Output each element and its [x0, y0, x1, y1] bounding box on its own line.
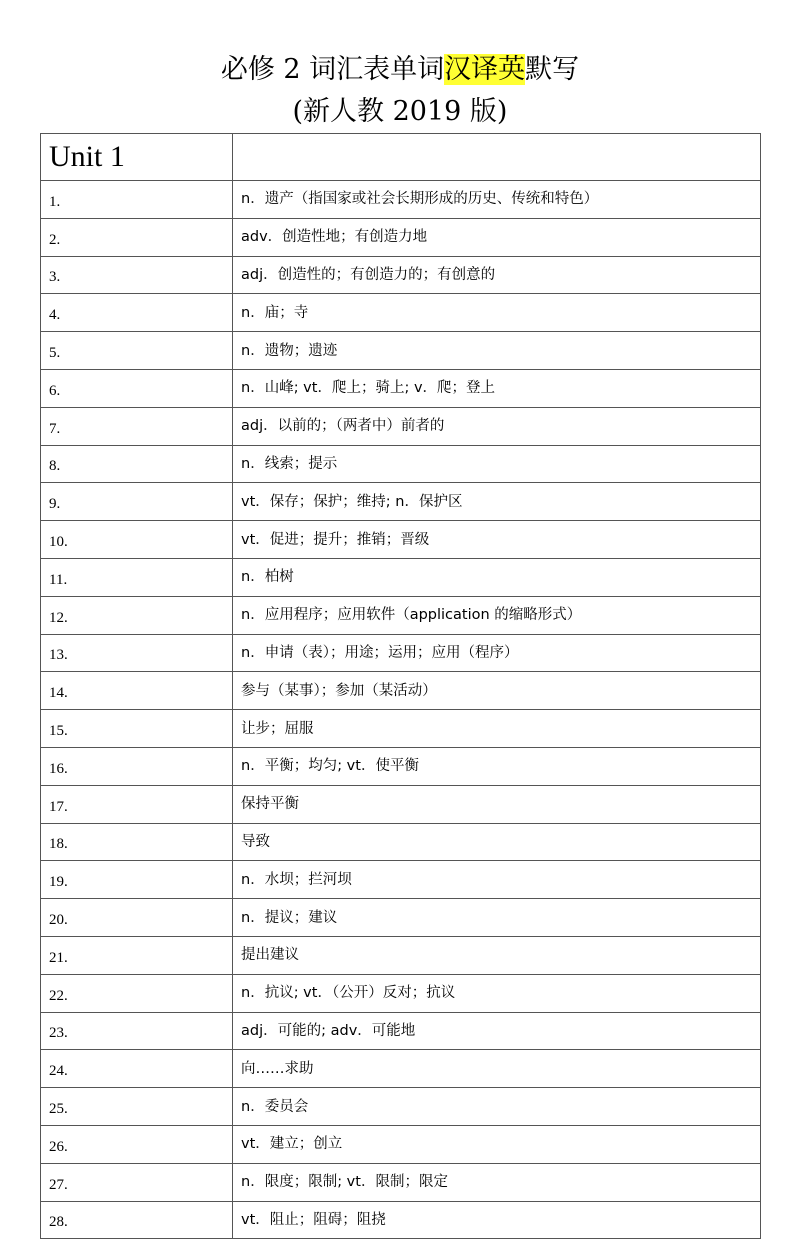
row-definition: n．线索；提示: [233, 445, 761, 483]
row-definition: 参与（某事）；参加（某活动）: [233, 672, 761, 710]
row-number: 20.: [41, 899, 233, 937]
row-number: 9.: [41, 483, 233, 521]
row-number: 1.: [41, 181, 233, 219]
table-row: [41, 1012, 761, 1050]
unit-header-row: [41, 134, 761, 181]
unit-label: Unit 1: [41, 134, 233, 181]
table-row: [41, 445, 761, 483]
row-number: 28.: [41, 1201, 233, 1239]
table-row: [41, 521, 761, 559]
table-row: [41, 785, 761, 823]
row-definition: n．庙；寺: [233, 294, 761, 332]
row-definition: n．限度；限制; vt．限制；限定: [233, 1163, 761, 1201]
row-definition: vt．促进；提升；推销；晋级: [233, 521, 761, 559]
row-number: 27.: [41, 1163, 233, 1201]
row-number: 8.: [41, 445, 233, 483]
table-row: [41, 710, 761, 748]
vocab-table: [40, 133, 761, 1239]
table-row: [41, 823, 761, 861]
title-highlighted-text: 汉译英: [444, 54, 526, 85]
row-number: 2.: [41, 218, 233, 256]
table-row: [41, 936, 761, 974]
row-definition: adv．创造性地；有创造力地: [233, 218, 761, 256]
row-number: 21.: [41, 936, 233, 974]
table-row: [41, 1163, 761, 1201]
table-row: [41, 294, 761, 332]
row-number: 16.: [41, 747, 233, 785]
row-definition: vt．保存；保护；维持; n．保护区: [233, 483, 761, 521]
table-row: [41, 332, 761, 370]
row-definition: n．山峰; vt．爬上；骑上; v．爬；登上: [233, 369, 761, 407]
table-row: [41, 596, 761, 634]
table-row: [41, 974, 761, 1012]
row-number: 23.: [41, 1012, 233, 1050]
row-number: 14.: [41, 672, 233, 710]
row-definition: n．申请（表）；用途；运用；应用（程序）: [233, 634, 761, 672]
table-row: [41, 1201, 761, 1239]
table-row: [41, 1125, 761, 1163]
row-definition: 提出建议: [233, 936, 761, 974]
table-row: [41, 483, 761, 521]
row-definition: n．平衡；均匀; vt．使平衡: [233, 747, 761, 785]
row-number: 24.: [41, 1050, 233, 1088]
table-row: [41, 407, 761, 445]
row-definition: adj．以前的；（两者中）前者的: [233, 407, 761, 445]
row-number: 4.: [41, 294, 233, 332]
row-definition: n．应用程序；应用软件（application 的缩略形式）: [233, 596, 761, 634]
row-definition: vt．阻止；阻碍；阻挠: [233, 1201, 761, 1239]
row-number: 25.: [41, 1088, 233, 1126]
row-definition: n．遗物；遗迹: [233, 332, 761, 370]
row-definition: n．柏树: [233, 558, 761, 596]
table-row: [41, 181, 761, 219]
row-number: 3.: [41, 256, 233, 294]
row-definition: adj．创造性的；有创造力的；有创意的: [233, 256, 761, 294]
row-definition: adj．可能的; adv．可能地: [233, 1012, 761, 1050]
row-number: 19.: [41, 861, 233, 899]
row-definition: 保持平衡: [233, 785, 761, 823]
row-number: 18.: [41, 823, 233, 861]
row-number: 13.: [41, 634, 233, 672]
row-number: 5.: [41, 332, 233, 370]
row-definition: n．遗产（指国家或社会长期形成的历史、传统和特色）: [233, 181, 761, 219]
row-definition: n．委员会: [233, 1088, 761, 1126]
row-definition: n．抗议; vt．（公开）反对；抗议: [233, 974, 761, 1012]
row-number: 17.: [41, 785, 233, 823]
row-number: 15.: [41, 710, 233, 748]
row-number: 26.: [41, 1125, 233, 1163]
table-row: [41, 558, 761, 596]
row-definition: n．水坝；拦河坝: [233, 861, 761, 899]
row-number: 12.: [41, 596, 233, 634]
page-subtitle: (新人教 2019 版): [292, 96, 508, 127]
table-row: [41, 634, 761, 672]
row-number: 22.: [41, 974, 233, 1012]
row-number: 11.: [41, 558, 233, 596]
table-row: [41, 1088, 761, 1126]
row-definition: vt．建立；创立: [233, 1125, 761, 1163]
row-number: 6.: [41, 369, 233, 407]
table-row: [41, 218, 761, 256]
row-number: 7.: [41, 407, 233, 445]
table-row: [41, 747, 761, 785]
unit-header-blank-cell: [233, 134, 761, 181]
table-row: [41, 861, 761, 899]
row-definition: 向……求助: [233, 1050, 761, 1088]
row-definition: 让步；屈服: [233, 710, 761, 748]
table-row: [41, 899, 761, 937]
row-definition: n．提议；建议: [233, 899, 761, 937]
table-row: [41, 1050, 761, 1088]
page-title: [0, 50, 800, 90]
title-text-after: 默写: [525, 54, 580, 85]
row-number: 10.: [41, 521, 233, 559]
row-definition: 导致: [233, 823, 761, 861]
table-row: [41, 256, 761, 294]
title-text-before: 必修 2 词汇表单词: [220, 54, 445, 85]
table-row: [41, 369, 761, 407]
table-row: [41, 672, 761, 710]
